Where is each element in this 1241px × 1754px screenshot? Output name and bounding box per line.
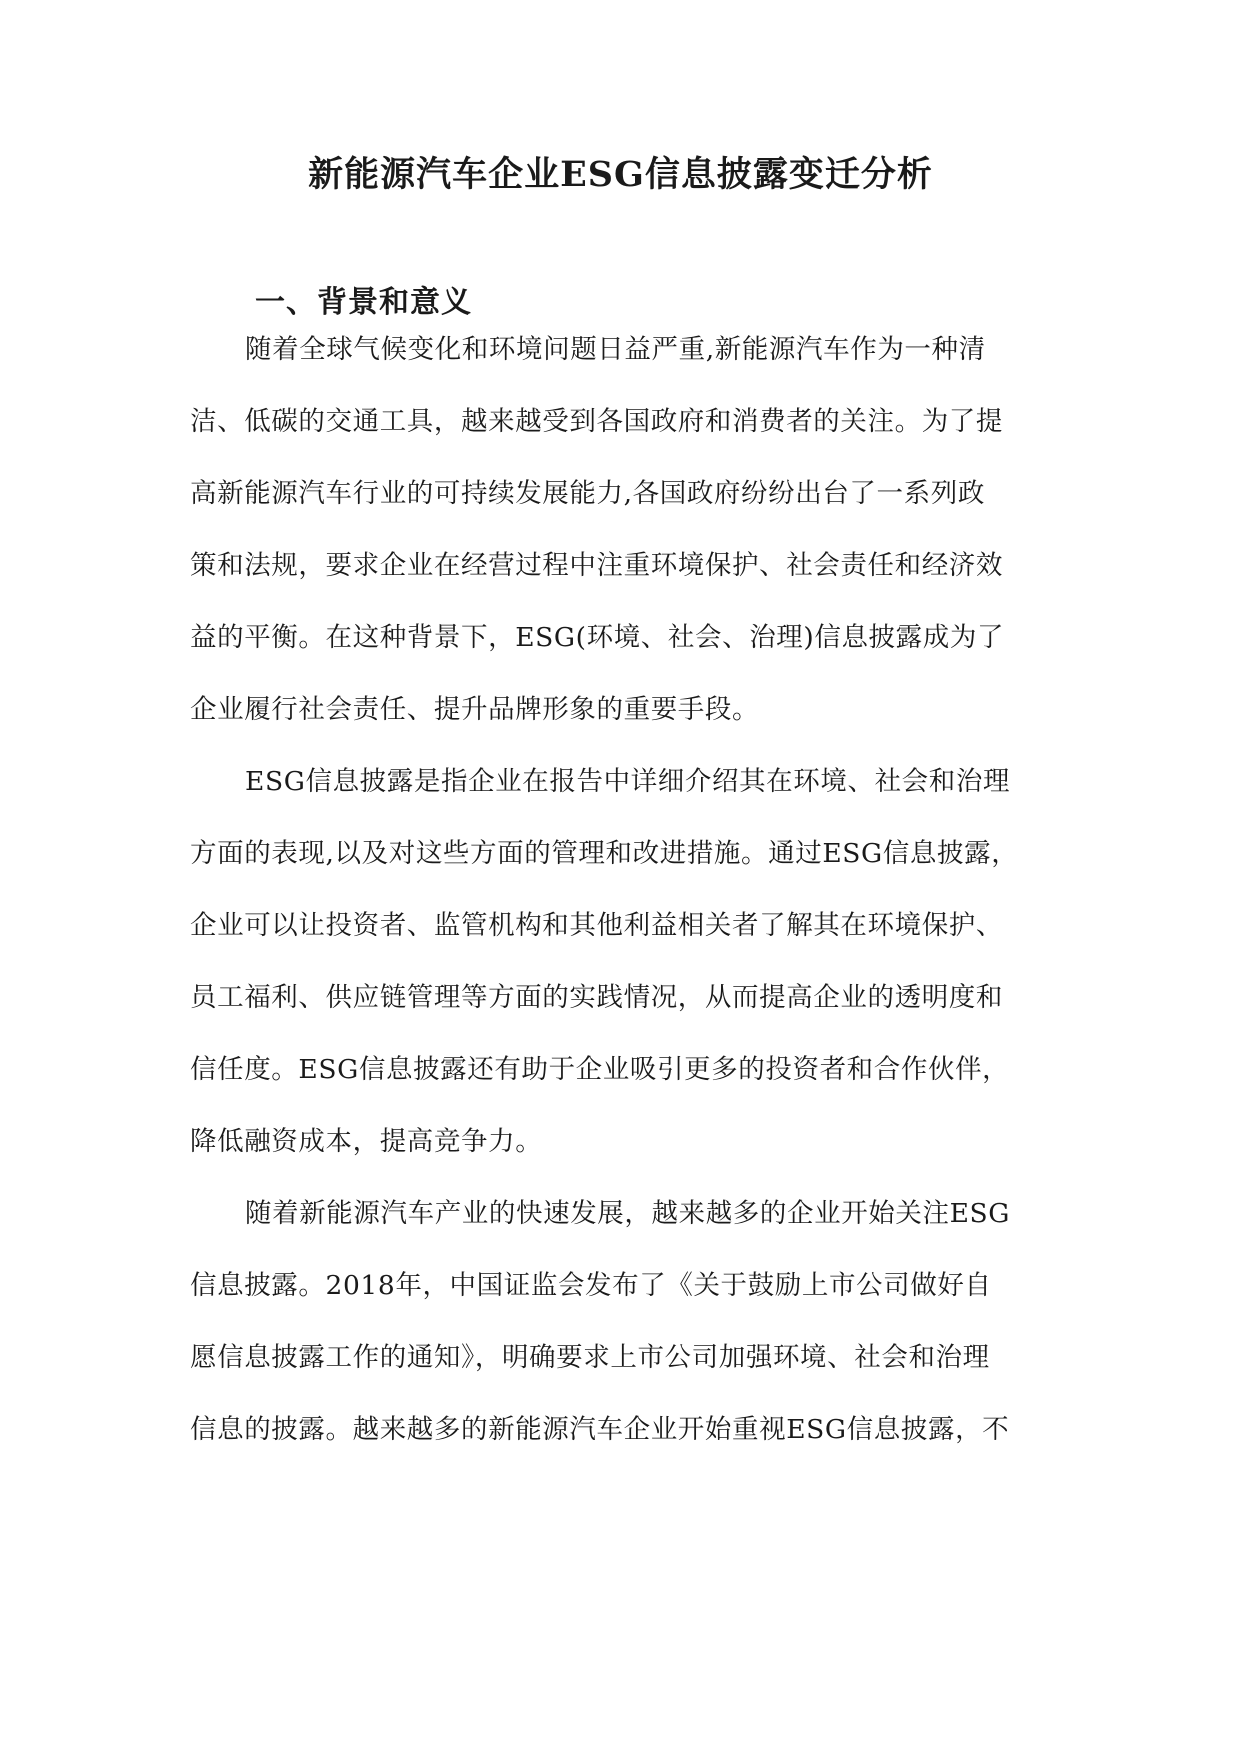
paragraph-line: 益的平衡。在这种背景下，ESG(环境、社会、治理)信息披露成为了: [190, 622, 1005, 653]
paragraph-line: 企业履行社会责任、提升品牌形象的重要手段。: [190, 694, 760, 725]
paragraph-line: 洁、低碳的交通工具，越来越受到各国政府和消费者的关注。为了提: [190, 406, 1003, 437]
paragraph-line: ESG信息披露是指企业在报告中详细介绍其在环境、社会和治理: [245, 766, 1011, 797]
paragraph-line: 信息披露。2018年，中国证监会发布了《关于鼓励上市公司做好自: [190, 1270, 992, 1301]
paragraph-line: 降低融资成本，提高竞争力。: [190, 1126, 543, 1157]
paragraph-line: 随着全球气候变化和环境问题日益严重,新能源汽车作为一种清: [245, 334, 986, 365]
section-heading: 一、背景和意义: [255, 285, 472, 320]
paragraph-line: 高新能源汽车行业的可持续发展能力,各国政府纷纷出台了一系列政: [190, 478, 985, 509]
paragraph-line: 策和法规，要求企业在经营过程中注重环境保护、社会责任和经济效: [190, 550, 1003, 581]
paragraph-line: 随着新能源汽车产业的快速发展，越来越多的企业开始关注ESG: [245, 1198, 1011, 1229]
paragraph-line: 企业可以让投资者、监管机构和其他利益相关者了解其在环境保护、: [190, 910, 1003, 941]
paragraph-line: 信任度。ESG信息披露还有助于企业吸引更多的投资者和合作伙伴，: [190, 1054, 1010, 1085]
paragraph-line: 信息的披露。越来越多的新能源汽车企业开始重视ESG信息披露，不: [190, 1414, 1010, 1445]
paragraph-line: 方面的表现,以及对这些方面的管理和改进措施。通过ESG信息披露，: [190, 838, 1019, 869]
paragraph-line: 愿信息披露工作的通知》，明确要求上市公司加强环境、社会和治理: [190, 1342, 990, 1373]
document-title: 新能源汽车企业ESG信息披露变迁分析: [308, 154, 933, 195]
paragraph-line: 员工福利、供应链管理等方面的实践情况，从而提高企业的透明度和: [190, 982, 1003, 1013]
